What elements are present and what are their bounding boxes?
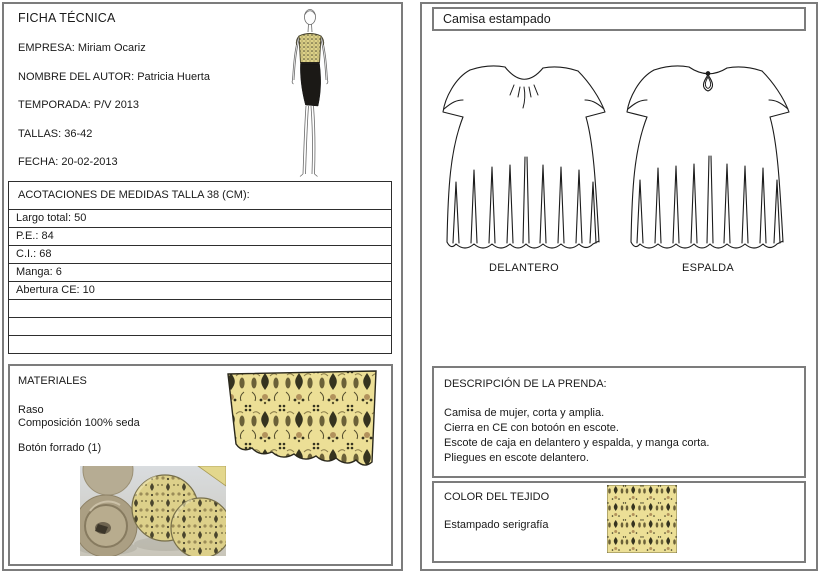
front-flat-svg [442, 60, 606, 252]
garment-panel [420, 2, 818, 571]
buttons-photo [80, 466, 226, 556]
description-line: Camisa de mujer, corta y amplia. [444, 407, 605, 419]
info-empresa: EMPRESA: Miriam Ocariz [18, 42, 146, 54]
description-lines [444, 406, 709, 466]
color-swatch-svg [607, 485, 677, 553]
doc-title: FICHA TÉCNICA [18, 11, 116, 25]
table-row: C.I.: 68 [9, 246, 391, 264]
fabric-color-technique: Estampado serigrafía [444, 519, 549, 531]
description-line: Cierra en CE con botoón en escote. [444, 422, 619, 434]
back-label: ESPALDA [681, 262, 735, 274]
table-row-empty [9, 336, 391, 353]
fashion-figure-sketch [279, 6, 341, 178]
description-box [432, 366, 806, 478]
front-label: DELANTERO [489, 262, 559, 274]
materials-title: MATERIALES [18, 375, 87, 387]
figure-illustration-svg [279, 6, 341, 178]
table-row: Manga: 6 [9, 264, 391, 282]
buttons-photo-svg [80, 466, 226, 556]
materials-button-note: Botón forrado (1) [18, 442, 102, 454]
measurements-header: ACOTACIONES DE MEDIDAS TALLA 38 (CM): [9, 182, 391, 210]
garment-back-drawing [626, 60, 790, 252]
description-title: DESCRIPCIÓN DE LA PRENDA: [444, 378, 607, 390]
description-line: Pliegues en escote delantero. [444, 452, 589, 464]
table-row: Largo total: 50 [9, 210, 391, 228]
measurements-table [8, 181, 392, 354]
fabric-color-swatch [607, 485, 677, 553]
garment-title: Camisa estampado [443, 12, 551, 26]
fabric-swatch-image [214, 370, 386, 474]
fabric-swatch-svg [214, 370, 386, 474]
table-row: Abertura CE: 10 [9, 282, 391, 300]
info-fecha: FECHA: 20-02-2013 [18, 156, 118, 168]
materials-composition: Composición 100% seda [18, 417, 140, 429]
fabric-color-box [432, 481, 806, 563]
table-row-empty [9, 300, 391, 318]
fabric-color-title: COLOR DEL TEJIDO [444, 491, 550, 503]
garment-title-box [432, 7, 806, 31]
info-temporada: TEMPORADA: P/V 2013 [18, 99, 140, 111]
materials-box [8, 364, 393, 566]
materials-fabric-name: Raso [18, 404, 44, 416]
back-flat-svg [626, 60, 790, 252]
description-line: Escote de caja en delantero y espalda, y manga corta. [444, 437, 710, 449]
ficha-tecnica-panel [2, 2, 403, 571]
table-row-empty [9, 318, 391, 336]
info-autor: NOMBRE DEL AUTOR: Patricia Huerta [18, 71, 210, 83]
info-tallas: TALLAS: 36-42 [18, 128, 93, 140]
garment-front-drawing [442, 60, 606, 252]
table-row: P.E.: 84 [9, 228, 391, 246]
